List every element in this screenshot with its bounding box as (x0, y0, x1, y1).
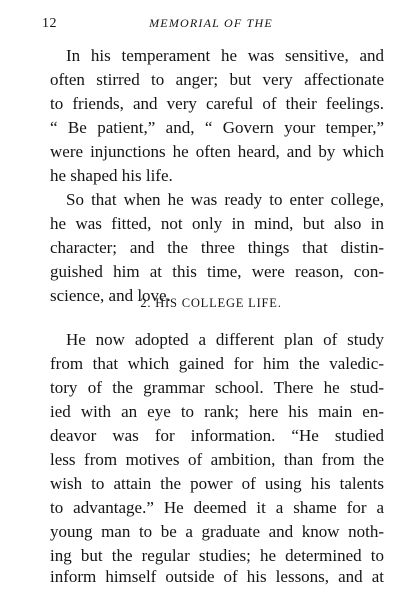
text-line: from that which gained for him the valedic- (50, 354, 384, 373)
text-line: He now adopted a different plan of study (66, 330, 384, 349)
text-line: he shaped his life. (50, 166, 173, 185)
text-line: “ Be patient,” and, “ Govern your temper,” (50, 118, 384, 137)
text-line: often stirred to anger; but very affectionate (50, 70, 384, 89)
text-line: science, and love. (50, 286, 171, 305)
text-line: tory of the grammar school. There he stud- (50, 378, 384, 397)
text-line: In his temperament he was sensitive, and (66, 46, 384, 65)
text-line: ing but the regular studies; he determined to (50, 546, 384, 565)
text-line: young man to be a graduate and know noth- (50, 522, 384, 541)
page-header (42, 16, 380, 36)
text-line: ied with an eye to rank; here his main en- (50, 402, 384, 421)
text-line: character; and the three things that distin- (50, 238, 384, 257)
text-line: to friends, and very careful of their feelings. (50, 94, 384, 113)
section-heading: 2. HIS COLLEGE LIFE. (140, 296, 282, 310)
text-line: wish to attain the power of using his talents (50, 474, 384, 493)
text-line: to advantage.” He deemed it a shame for a (50, 498, 384, 517)
text-line: deavor was for information. “He studied (50, 426, 384, 445)
text-line: inform himself outside of his lessons, and at (50, 567, 384, 586)
text-line: guished him at this time, were reason, con- (50, 262, 384, 281)
text-line: less from motives of ambition, than from the (50, 450, 384, 469)
text-line: were injunctions he often heard, and by which (50, 142, 384, 161)
running-head: MEMORIAL OF THE (149, 16, 273, 30)
page-number: 12 (42, 16, 57, 31)
text-line: he was fitted, not only in mind, but also in (50, 214, 384, 233)
text-line: So that when he was ready to enter college, (66, 190, 384, 209)
